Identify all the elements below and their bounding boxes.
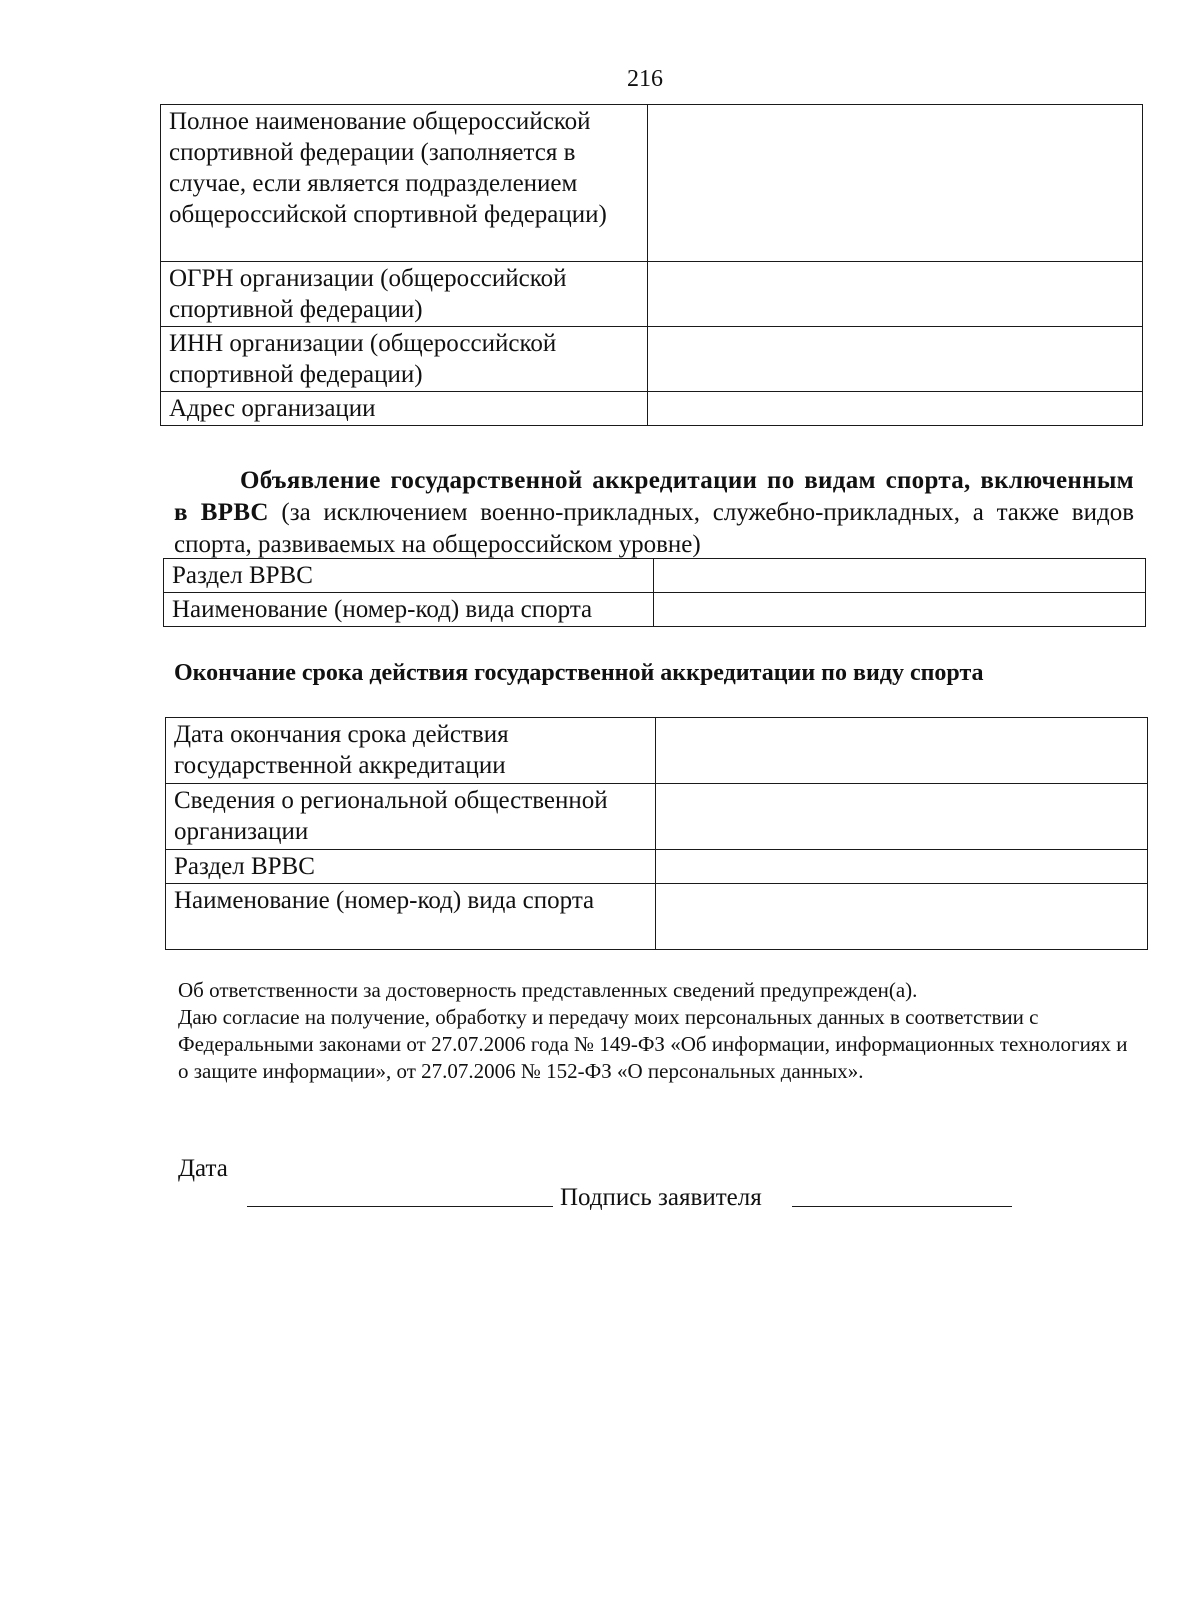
row-label-vrvs-section: Раздел ВРВС (164, 559, 654, 593)
organization-info-table (160, 104, 1143, 426)
row-value-expiry-date[interactable] (656, 718, 1148, 784)
row-label-sport-name: Наименование (номер-код) вида спорта (164, 593, 654, 627)
row-value-sport-name[interactable] (654, 593, 1146, 627)
table-row (166, 884, 1148, 950)
row-value-vrvs-section[interactable] (654, 559, 1146, 593)
section-heading-expiry: Окончание срока действия государственной аккредитации по виду спорта (174, 660, 984, 686)
table-row (166, 784, 1148, 850)
section-heading-announcement (174, 465, 1134, 561)
personal-data-consent: Даю согласие на получение, обработку и передачу моих персональных данных в соответствии с Федеральными законами от 27.07.2006 года № 149-ФЗ «Об информации, информационных технологиях и о защите информации», от 27.07.2006 № 152-ФЗ «О персональных данных». (178, 1005, 1128, 1083)
table-row (166, 718, 1148, 784)
table-row (166, 850, 1148, 884)
row-value-regional-org[interactable] (656, 784, 1148, 850)
row-label-ogrn: ОГРН организации (общероссийской спортивной федерации) (161, 262, 648, 327)
row-value-address[interactable] (648, 392, 1143, 426)
row-label-address: Адрес организации (161, 392, 648, 426)
responsibility-statement: Об ответственности за достоверность представленных сведений предупрежден(а). (178, 978, 918, 1002)
announcement-table (163, 558, 1146, 627)
row-label-regional-org: Сведения о региональной общественной организации (166, 784, 656, 850)
row-value-inn[interactable] (648, 327, 1143, 392)
table-row (164, 559, 1146, 593)
signature-line[interactable] (792, 1206, 1012, 1207)
row-label-full-name: Полное наименование общероссийской спортивной федерации (заполняется в случае, если является подразделением общероссийской спортивной федерации) (161, 105, 648, 262)
row-label-inn: ИНН организации (общероссийской спортивной федерации) (161, 327, 648, 392)
row-value-full-name[interactable] (648, 105, 1143, 262)
table-row (161, 327, 1143, 392)
date-label: Дата (178, 1155, 228, 1182)
row-label-expiry-date: Дата окончания срока действия государственной аккредитации (166, 718, 656, 784)
row-value-vrvs-section[interactable] (656, 850, 1148, 884)
heading-bold-part: Объявление государственной аккредитации по видам спорта, включенным в ВРВС (174, 467, 1134, 526)
table-row (161, 392, 1143, 426)
row-value-sport-name[interactable] (656, 884, 1148, 950)
row-value-ogrn[interactable] (648, 262, 1143, 327)
signature-label: Подпись заявителя (560, 1184, 762, 1211)
expiry-table (165, 717, 1148, 950)
row-label-sport-name: Наименование (номер-код) вида спорта (166, 884, 656, 950)
table-row (161, 262, 1143, 327)
date-line[interactable] (247, 1206, 553, 1207)
table-row (164, 593, 1146, 627)
heading-rest-part: (за исключением военно-прикладных, служебно-прикладных, а также видов спорта, развиваемых на общероссийском уровне) (174, 499, 1134, 558)
consent-block (178, 977, 1138, 1085)
page-number: 216 (627, 66, 663, 92)
row-label-vrvs-section: Раздел ВРВС (166, 850, 656, 884)
table-row (161, 105, 1143, 262)
